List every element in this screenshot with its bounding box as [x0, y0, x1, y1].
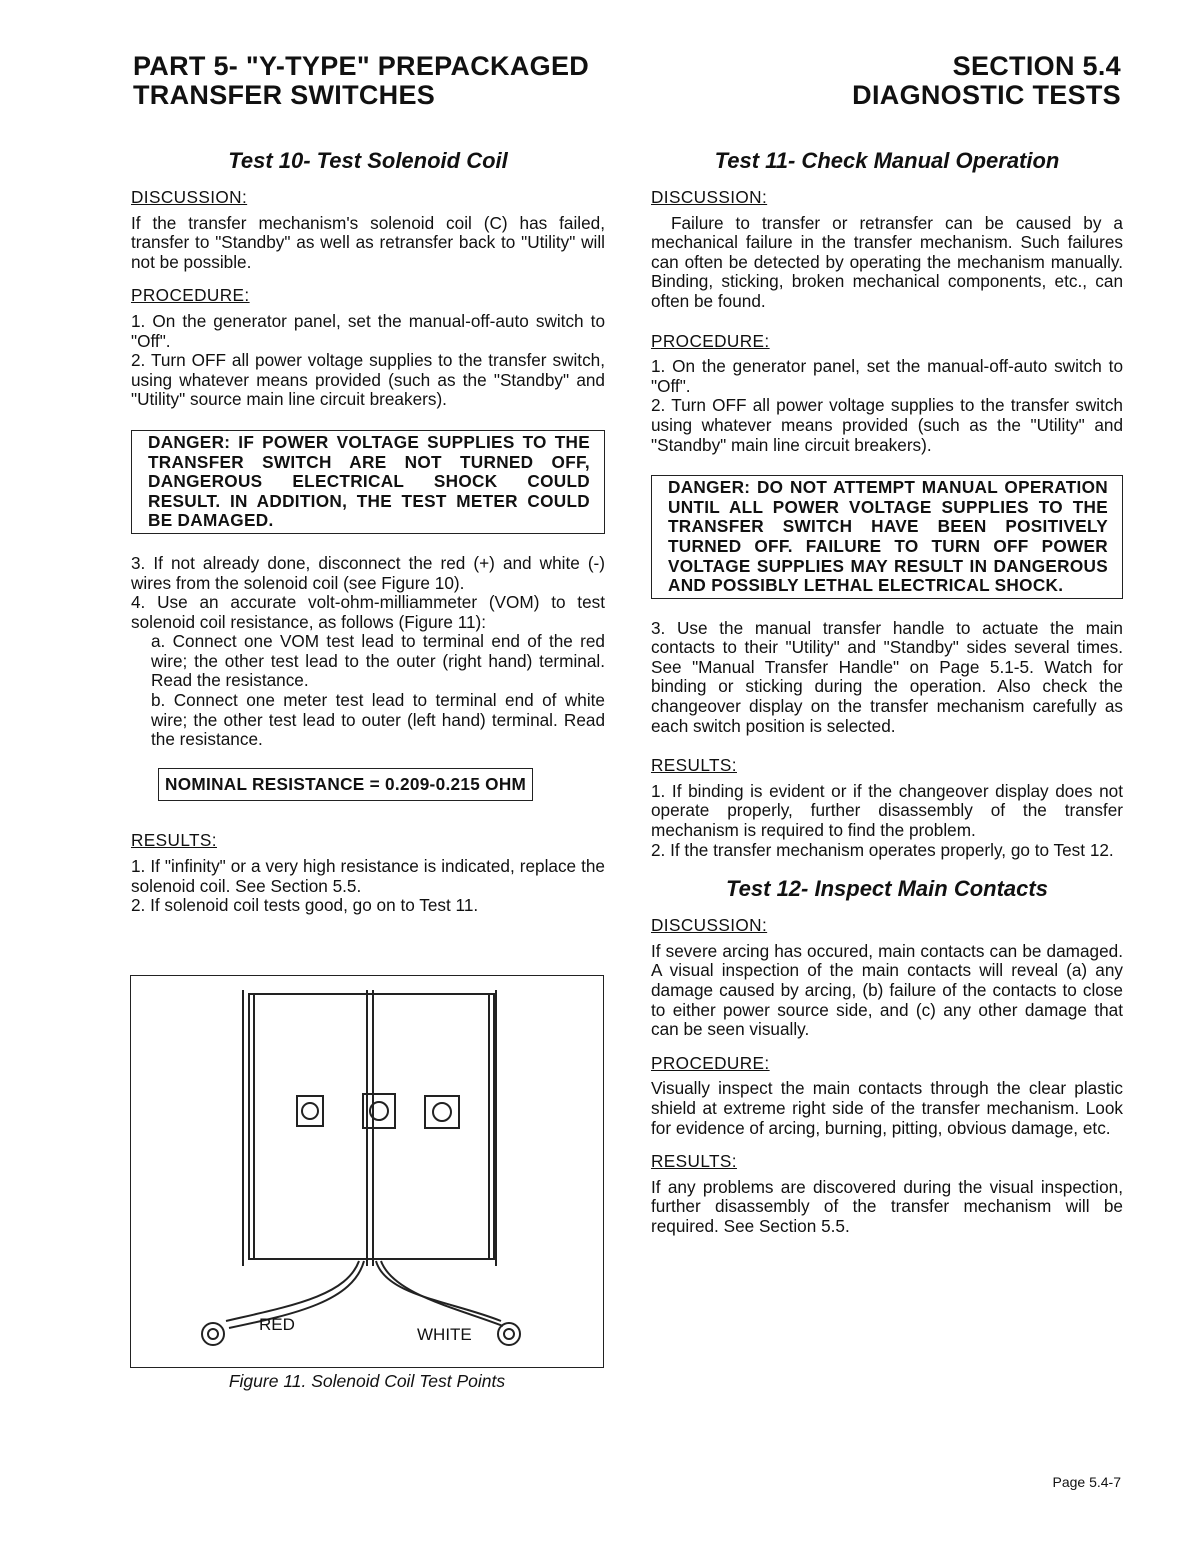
page-number: Page 5.4-7	[1052, 1474, 1121, 1490]
test10-title: Test 10- Test Solenoid Coil	[228, 148, 508, 173]
section-title-line2: DIAGNOSTIC TESTS	[852, 80, 1121, 110]
test12-discussion-heading: DISCUSSION:	[651, 915, 768, 936]
red-label: RED	[259, 1315, 295, 1334]
test11-result2: 2. If the transfer mechanism operates properly, go to Test 12.	[651, 839, 1114, 860]
test12-discussion: If severe arcing has occured, main contacts can be damaged. A visual inspection of the main contacts will reveal (a) any damage caused by arcing, (b) failure of the contacts to close to either power source side, and (c) any other damage that can be seen visually.	[651, 940, 1123, 1040]
test10-step3: 3. If not already done, disconnect the red (+) and white (-) wires from the solenoid coil (see Figure 10).	[131, 552, 605, 593]
test12-procedure-heading: PROCEDURE:	[651, 1052, 770, 1073]
test12-results: If any problems are discovered during the visual inspection, further disassembly of the transfer mechanism will be required. See Section 5.5.	[651, 1176, 1123, 1236]
test10-step4a: a. Connect one VOM test lead to terminal end of the red wire; the other test lead to the outer (right hand) terminal. Read the resistance.	[151, 631, 605, 691]
test10-procedure-heading: PROCEDURE:	[131, 285, 250, 306]
solenoid-coil-diagram	[131, 976, 602, 1366]
part-title	[133, 52, 589, 110]
test10-discussion-heading: DISCUSSION:	[131, 187, 248, 207]
white-wire	[376, 1261, 501, 1321]
test10-result1: 1. If "infinity" or a very high resistance is indicated, replace the solenoid coil. See Section 5.5.	[131, 856, 605, 896]
red-ring-terminal	[202, 1323, 224, 1345]
test11-step3: 3. Use the manual transfer handle to actuate the main contacts to their "Utility" and "Standby" sides several times. See "Manual Transfer Handle" on Page 5.1-5. Watch for binding or sticking during the operation. Also check the changeover display on the transfer mechanism carefully as each switch position is selected.	[651, 617, 1123, 736]
figure-11	[130, 975, 604, 1368]
test10-section	[131, 146, 605, 916]
nominal-resistance-box: NOMINAL RESISTANCE = 0.209-0.215 OHM	[158, 768, 533, 802]
test10-step1: 1. On the generator panel, set the manual-off-auto switch to "Off".	[131, 310, 605, 351]
section-title	[852, 52, 1121, 110]
test11-result1: 1. If binding is evident or if the changeover display does not operate properly, further disassembly of the transfer mechanism is required to find the problem.	[651, 780, 1123, 841]
test10-step2: 2. Turn OFF all power voltage supplies to the transfer switch, using whatever means provided (such as the "Standby" and "Utility" source main line circuit breakers).	[131, 350, 605, 410]
test10-result2: 2. If solenoid coil tests good, go on to Test 11.	[131, 895, 479, 916]
coil-frame	[249, 994, 494, 1259]
test11-procedure-heading: PROCEDURE:	[651, 330, 770, 351]
left-terminal	[297, 1096, 323, 1126]
test10-danger-box: DANGER: IF POWER VOLTAGE SUPPLIES TO THE TRANSFER SWITCH ARE NOT TURNED OFF, DANGEROUS ELECTRICAL SHOCK COULD RESULT. IN ADDITION, THE TEST METER COULD BE DAMAGED.	[131, 430, 605, 534]
test11-section	[651, 146, 1123, 1237]
part-title-line2: TRANSFER SWITCHES	[133, 80, 436, 110]
test11-discussion-heading: DISCUSSION:	[651, 187, 768, 207]
test12-procedure: Visually inspect the main contacts through the clear plastic shield at extreme right side of the transfer mechanism. Look for evidence of arcing, burning, pitting, obvious damage, etc.	[651, 1078, 1123, 1138]
figure-11-caption: Figure 11. Solenoid Coil Test Points	[228, 1371, 506, 1391]
test10-discussion: If the transfer mechanism's solenoid coil (C) has failed, transfer to "Standby" as well as retransfer back to "Utility" will not be possible.	[131, 212, 605, 272]
test10-step4b: b. Connect one meter test lead to terminal end of white wire; the other test lead to outer (left hand) terminal. Read the resistance.	[151, 690, 605, 750]
section-title-line1: SECTION 5.4	[952, 51, 1121, 81]
right-terminal	[425, 1096, 459, 1128]
test11-discussion: Failure to transfer or retransfer can be caused by a mechanical failure in the transfer mechanism. Such failures can often be detected by operating the mechanism manually. Binding, sticking, broken mechanical components, etc., can often be found.	[651, 212, 1123, 311]
test11-results-heading: RESULTS:	[651, 755, 737, 776]
test11-step2: 2. Turn OFF all power voltage supplies to the transfer switch using whatever means provided (such as the "Utility" and "Standby" main line circuit breakers).	[651, 395, 1123, 455]
test12-results-heading: RESULTS:	[651, 1151, 737, 1172]
test12-title: Test 12- Inspect Main Contacts	[726, 876, 1048, 902]
white-label: WHITE	[417, 1325, 472, 1344]
test10-results-heading: RESULTS:	[131, 830, 217, 851]
test11-step1: 1. On the generator panel, set the manual-off-auto switch to "Off".	[651, 356, 1123, 396]
part-title-line1: PART 5- "Y-TYPE" PREPACKAGED	[133, 51, 590, 81]
test11-title: Test 11- Check Manual Operation	[714, 148, 1060, 173]
test10-step4: 4. Use an accurate volt-ohm-milliammeter (VOM) to test solenoid coil resistance, as follows (Figure 11):	[131, 592, 605, 632]
white-ring-terminal	[498, 1323, 520, 1345]
test11-danger-box: DANGER: DO NOT ATTEMPT MANUAL OPERATION UNTIL ALL POWER VOLTAGE SUPPLIES TO THE TRANSFER SWITCH HAVE BEEN POSITIVELY TURNED OFF. FAILURE TO TURN OFF POWER VOLTAGE SUPPLIES MAY RESULT IN DANGEROUS AND POSSIBLY LETHAL ELECTRICAL SHOCK.	[651, 475, 1123, 599]
